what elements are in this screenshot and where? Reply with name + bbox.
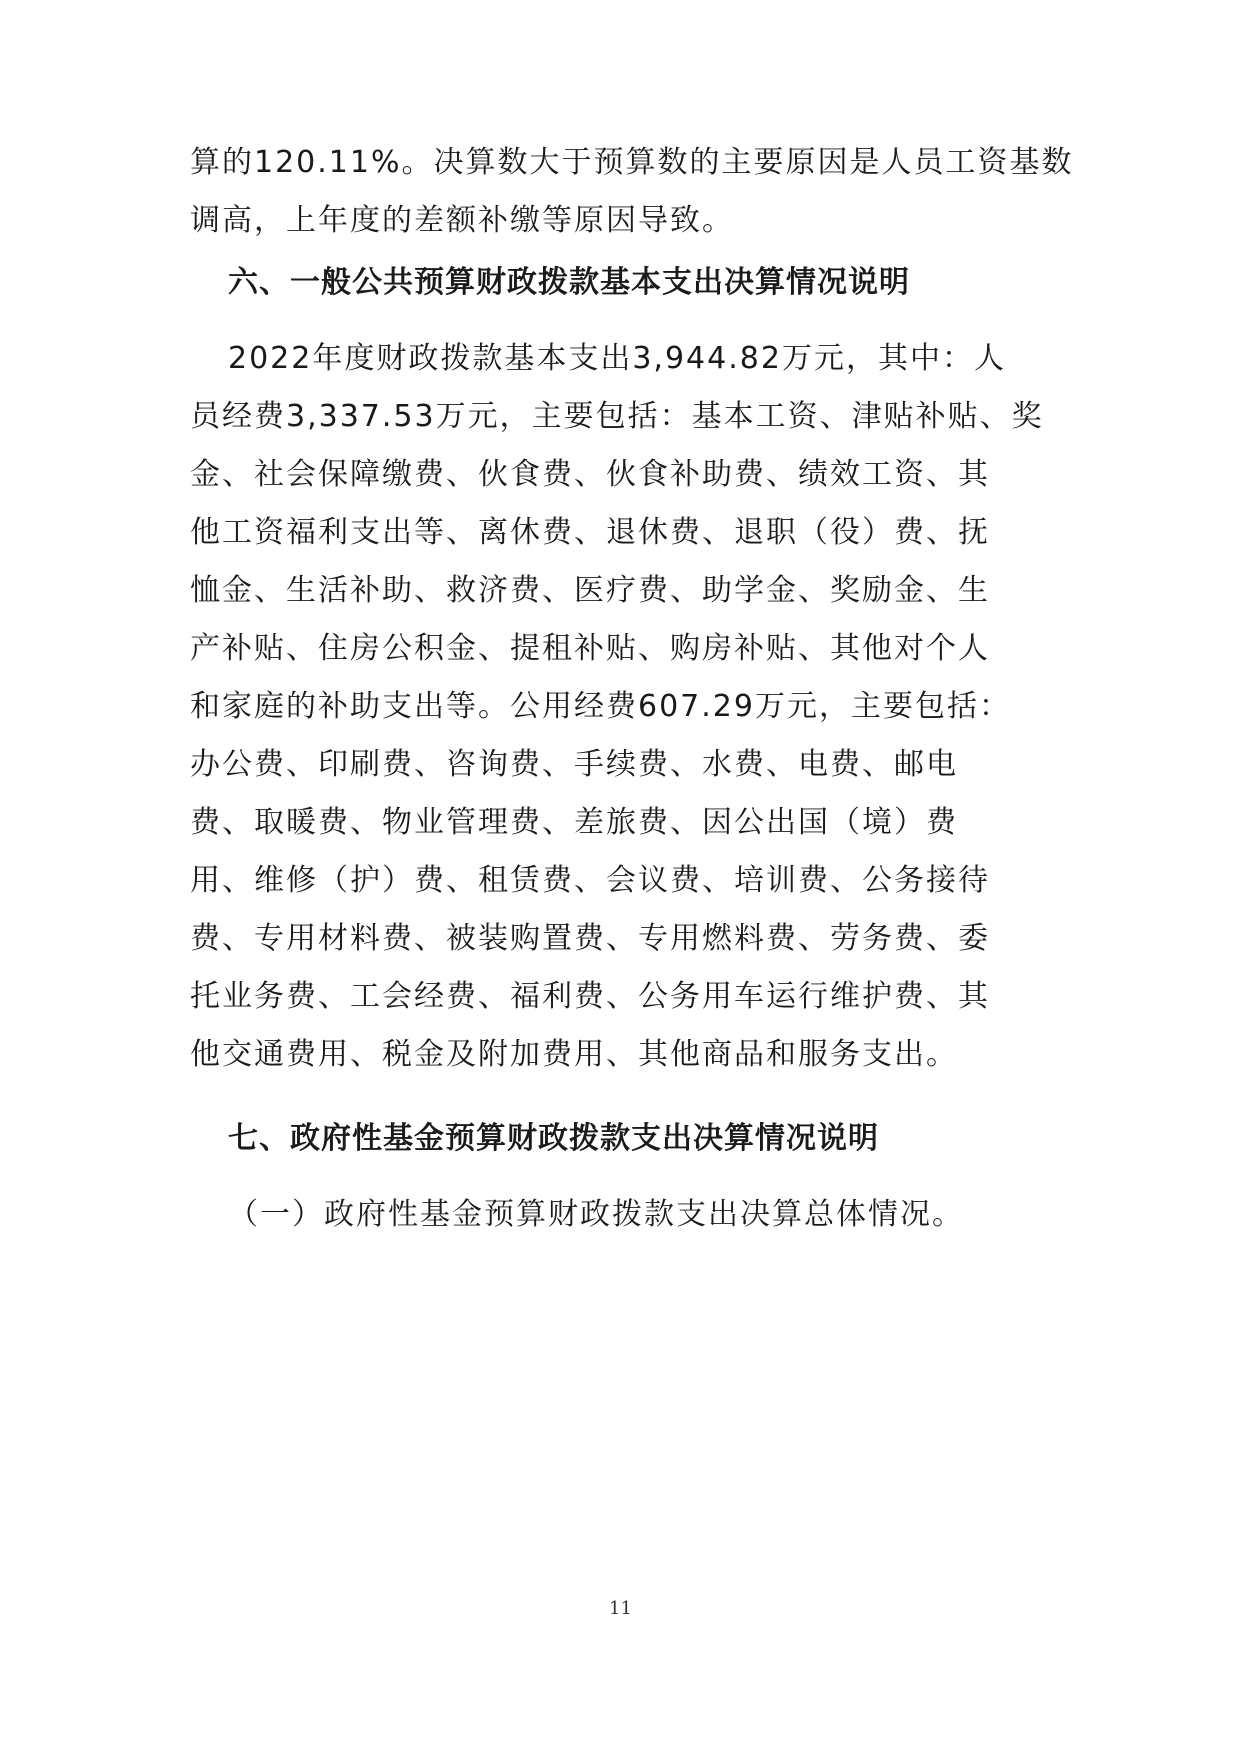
paragraph-line: 费、专用材料费、被装购置费、专用燃料费、劳务费、委 bbox=[190, 921, 990, 956]
paragraph-line: 和家庭的补助支出等。公用经费607.29万元，主要包括： bbox=[190, 689, 1011, 724]
paragraph-line: 用、维修（护）费、租赁费、会议费、培训费、公务接待 bbox=[190, 863, 990, 898]
page-number: 11 bbox=[609, 1598, 632, 1619]
paragraph-line: 2022年度财政拨款基本支出3,944.82万元，其中：人 bbox=[228, 341, 1006, 376]
paragraph-line: 他工资福利支出等、离休费、退休费、退职（役）费、抚 bbox=[190, 515, 990, 550]
subsection-heading: （一）政府性基金预算财政拨款支出决算总体情况。 bbox=[228, 1197, 964, 1232]
paragraph-line: 调高，上年度的差额补缴等原因导致。 bbox=[190, 203, 734, 238]
paragraph-line: 办公费、印刷费、咨询费、手续费、水费、电费、邮电 bbox=[190, 747, 958, 782]
section-heading-6: 六、一般公共预算财政拨款基本支出决算情况说明 bbox=[228, 265, 910, 300]
paragraph-line: 员经费3,337.53万元，主要包括：基本工资、津贴补贴、奖 bbox=[190, 399, 1044, 434]
paragraph-line: 产补贴、住房公积金、提租补贴、购房补贴、其他对个人 bbox=[190, 631, 990, 666]
paragraph-line: 金、社会保障缴费、伙食费、伙食补助费、绩效工资、其 bbox=[190, 457, 990, 492]
paragraph-line: 他交通费用、税金及附加费用、其他商品和服务支出。 bbox=[190, 1037, 958, 1072]
paragraph-line: 恤金、生活补助、救济费、医疗费、助学金、奖励金、生 bbox=[190, 573, 990, 608]
paragraph-line: 托业务费、工会经费、福利费、公务用车运行维护费、其 bbox=[190, 979, 990, 1014]
paragraph-line: 算的120.11%。决算数大于预算数的主要原因是人员工资基数 bbox=[190, 145, 1074, 180]
section-heading-7: 七、政府性基金预算财政拨款支出决算情况说明 bbox=[228, 1121, 879, 1156]
paragraph-line: 费、取暖费、物业管理费、差旅费、因公出国（境）费 bbox=[190, 805, 958, 840]
